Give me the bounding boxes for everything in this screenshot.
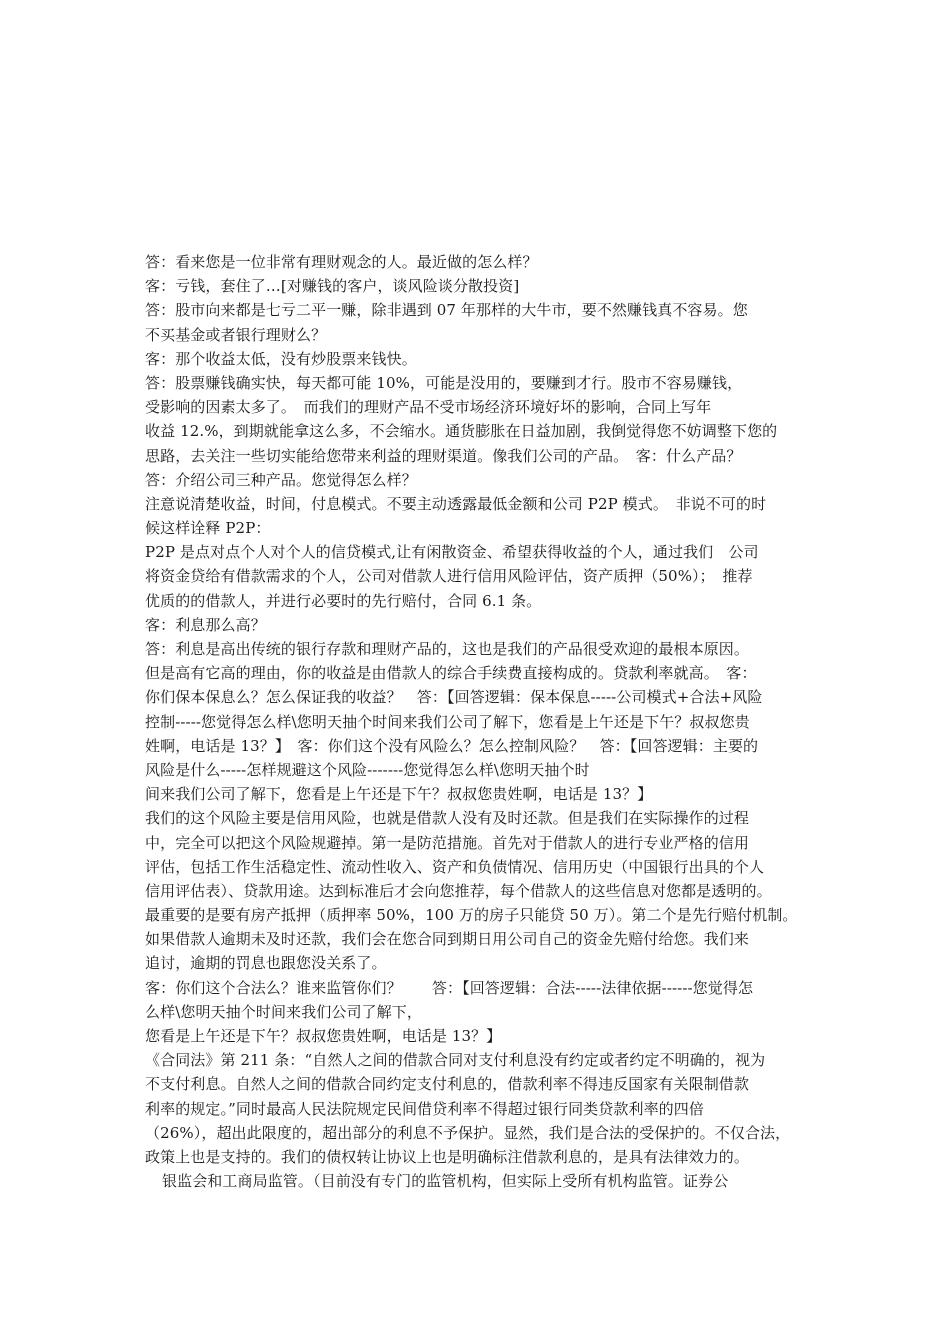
text-line: 《合同法》第 211 条：“自然人之间的借款合同对支付利息没有约定或者约定不明确的，视为 bbox=[145, 1051, 766, 1070]
text-line: 答：利息是高出传统的银行存款和理财产品的，这也是我们的产品很受欢迎的最根本原因。 bbox=[145, 640, 750, 658]
text-line: 评估，包括工作生活稳定性、流动性收入、资产和负债情况、信用历史（中国银行出具的个人 bbox=[145, 857, 765, 876]
text-line: 信用评估表）、贷款用途。达到标准后才会向您推荐，每个借款人的这些信息对您都是透明的。 bbox=[145, 881, 772, 900]
text-line: 风险是什么-----怎样规避这个风险-------您觉得怎么样\您明天抽个时 bbox=[145, 760, 590, 779]
text-line: 追讨，逾期的罚息也跟您没关系了。 bbox=[145, 954, 387, 973]
text-line: （26%），超出此限度的，超出部分的利息不予保护。显然，我们是合法的受保护的。不仅合法， bbox=[145, 1123, 791, 1142]
text-line: P2P 是点对点个人对个人的信贷模式,让有闲散资金、希望获得收益的个人，通过我们 公司 bbox=[145, 543, 759, 562]
text-line: 客：亏钱，套住了…[对赚钱的客户，谈风险谈分散投资] bbox=[145, 277, 520, 296]
text-line: 答：看来您是一位非常有理财观念的人。最近做的怎么样？ bbox=[145, 253, 538, 271]
text-line: 不买基金或者银行理财么？ bbox=[145, 325, 327, 344]
text-line: 客：你们这个合法么？谁来监管你们？ 答：【回答逻辑：合法-----法律依据------您觉得怎 bbox=[145, 978, 754, 997]
text-line: 优质的的借款人，并进行必要时的先行赔付，合同 6.1 条。 bbox=[145, 591, 542, 610]
text-line: 答：股票赚钱确实快，每天都可能 10%，可能是没用的，要赚到才行。股市不容易赚钱， bbox=[145, 373, 743, 392]
text-line: 答：介绍公司三种产品。您觉得怎么样？ bbox=[145, 470, 417, 489]
text-line: 思路，去关注一些切实能给您带来利益的理财渠道。像我们公司的产品。 客：什么产品？ bbox=[145, 446, 742, 465]
text-line: 姓啊，电话是 13？】 客：你们这个没有风险么？怎么控制风险？ 答：【回答逻辑：主要的 bbox=[145, 736, 759, 755]
text-line: 客：那个收益太低，没有炒股票来钱快。 bbox=[145, 349, 417, 368]
text-line: 中，完全可以把这个风险规避掉。第一是防范措施。首先对于借款人的进行专业严格的信用 bbox=[145, 833, 750, 852]
document-body bbox=[145, 250, 813, 1193]
text-line: 不支付利息。自然人之间的借款合同约定支付利息的，借款利率不得违反国家有关限制借款 bbox=[145, 1075, 750, 1094]
text-line: 利率的规定。”同时最高人民法院规定民间借贷利率不得超过银行同类贷款利率的四倍 bbox=[145, 1099, 704, 1118]
text-line: 将资金贷给有借款需求的个人，公司对借款人进行信用风险评估，资产质押（50%）； 推荐 bbox=[145, 567, 753, 586]
text-line: 么样\您明天抽个时间来我们公司了解下， bbox=[145, 1002, 422, 1021]
text-line: 注意说清楚收益，时间，付息模式。不要主动透露最低金额和公司 P2P 模式。 非说不可的时 bbox=[145, 494, 767, 513]
text-line: 如果借款人逾期未及时还款，我们会在您合同到期日用公司自己的资金先赔付给您。我们来 bbox=[145, 930, 750, 949]
text-line: 银监会和工商局监管。（目前没有专门的监管机构，但实际上受所有机构监管。证券公 bbox=[162, 1172, 729, 1191]
text-line: 收益 12.%，到期就能拿这么多，不会缩水。通货膨胀在日益加剧，我倒觉得您不妨调整下您的 bbox=[145, 422, 778, 441]
text-line: 最重要的是要有房产抵押（质押率 50%，100 万的房子只能贷 50 万）。第二个是先行赔付机制。 bbox=[145, 906, 798, 925]
text-line: 受影响的因素太多了。 而我们的理财产品不受市场经济环境好坏的影响，合同上写年 bbox=[145, 398, 712, 417]
text-line: 政策上也是支持的。我们的债权转让协议上也是明确标注借款利息的，是具有法律效力的。 bbox=[145, 1147, 750, 1166]
text-line: 客：利息那么高？ bbox=[145, 615, 266, 634]
text-line: 间来我们公司了解下，您看是上午还是下午？叔叔您贵姓啊，电话是 13？】 bbox=[145, 785, 653, 804]
text-line: 控制-----您觉得怎么样\您明天抽个时间来我们公司了解下，您看是上午还是下午？叔叔您贵 bbox=[145, 712, 750, 731]
text-line: 您看是上午还是下午？叔叔您贵姓啊，电话是 13？】 bbox=[145, 1027, 502, 1045]
text-line: 候这样诠释 P2P： bbox=[145, 519, 271, 538]
text-line: 你们保本保息么？怎么保证我的收益？ 答：【回答逻辑：保本保息-----公司模式+合法+风险 bbox=[145, 688, 763, 707]
text-line: 我们的这个风险主要是信用风险，也就是借款人没有及时还款。但是我们在实际操作的过程 bbox=[145, 809, 750, 828]
text-line: 但是高有它高的理由，你的收益是由借款人的综合手续费直接构成的。贷款利率就高。 客： bbox=[145, 664, 757, 683]
text-line: 答：股市向来都是七亏二平一赚，除非遇到 07 年那样的大牛市，要不然赚钱真不容易。您 bbox=[145, 301, 748, 320]
